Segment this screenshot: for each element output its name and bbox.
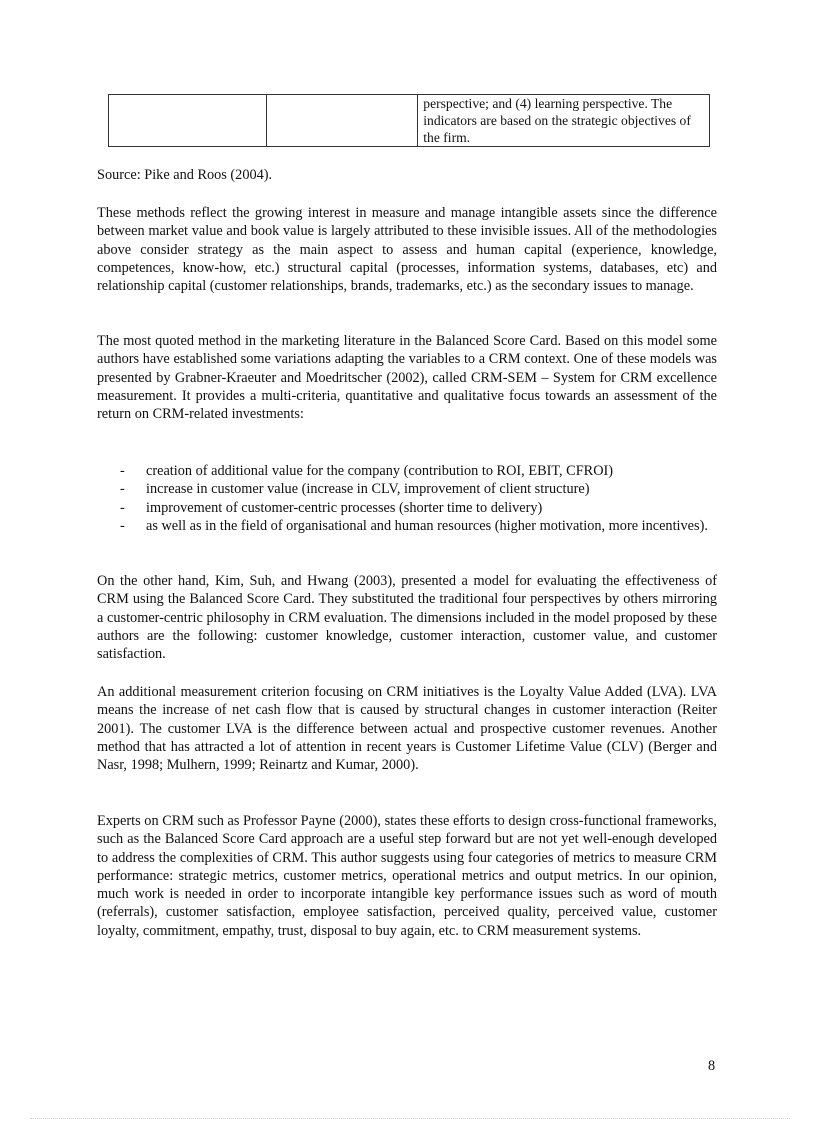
table-row — [109, 95, 710, 147]
list-item — [120, 517, 717, 535]
list-item — [120, 462, 717, 480]
table-cell-text: perspective; and (4) learning perspective. The indicators are based on the strategic objectives of the firm. — [418, 95, 710, 147]
list-item — [120, 480, 717, 498]
bullet-dash: - — [120, 499, 125, 516]
list-item-text: improvement of customer-centric processes (shorter time to delivery) — [146, 499, 543, 516]
paragraph-loyalty-value-added: An additional measurement criterion focusing on CRM initiatives is the Loyalty Value Added (LVA). LVA means the increase of net cash flow that is caused by structural changes in customer interaction (Reiter 2001). The customer LVA is the difference between actual and prospective customer revenues. Another method that has attracted a lot of attention in recent years is Customer Lifetime Value (CLV) (Berger and Nasr, 1998; Mulhern, 1999; Reinartz and Kumar, 2000). — [97, 684, 717, 774]
footer-divider — [30, 1118, 790, 1119]
list-item-text: increase in customer value (increase in CLV, improvement of client structure) — [146, 481, 590, 498]
bullet-list — [120, 462, 717, 535]
paragraph-payne-metrics: Experts on CRM such as Professor Payne (2000), states these efforts to design cross-functional frameworks, such as the Balanced Score Card approach are a useful step forward but are not yet well-enough developed to address the complexities of CRM. This author suggests using four categories of metrics to measure CRM performance: strategic metrics, customer metrics, operational metrics and output metrics. In our opinion, much work is needed in order to incorporate intangible key performance issues such as word of mouth (referrals), customer satisfaction, employee satisfaction, perceived quality, perceived value, customer loyalty, commitment, empathy, trust, disposal to buy again, etc. to CRM measurement systems. — [97, 813, 717, 939]
continued-table — [108, 94, 710, 147]
bullet-dash: - — [120, 463, 125, 479]
bullet-dash: - — [120, 517, 125, 534]
table-source: Source: Pike and Roos (2004). — [97, 167, 273, 183]
page-number: 8 — [708, 1058, 716, 1074]
bullet-dash: - — [120, 481, 125, 498]
table-cell-empty-2 — [267, 95, 418, 147]
table-cell-empty-1 — [109, 95, 267, 147]
list-item — [120, 499, 717, 517]
paragraph-balanced-score-card: The most quoted method in the marketing literature in the Balanced Score Card. Based on this model some authors have established some variations adapting the variables to a CRM context. One of these models was presented by Grabner-Kraeuter and Moedritscher (2002), called CRM-SEM – System for CRM excellence measurement. It provides a multi-criteria, quantitative and qualitative focus towards an assessment of the return on CRM-related investments: — [97, 333, 717, 423]
paragraph-intangible-assets: These methods reflect the growing interest in measure and manage intangible assets since the difference between market value and book value is largely attributed to these invisible issues. All of the methodologies above consider strategy as the main aspect to assess and human capital (experience, knowledge, competences, know-how, etc.) structural capital (processes, information systems, databases, etc) and relationship capital (customer relationships, brands, trademarks, etc.) as the secondary issues to manage. — [97, 205, 717, 295]
paragraph-kim-suh-hwang: On the other hand, Kim, Suh, and Hwang (2003), presented a model for evaluating the effectiveness of CRM using the Balanced Score Card. They substituted the traditional four perspectives by others mirroring a customer-centric philosophy in CRM evaluation. The dimensions included in the model proposed by these authors are the following: customer knowledge, customer interaction, customer value, and customer satisfaction. — [97, 573, 717, 663]
list-item-text: creation of additional value for the company (contribution to ROI, EBIT, CFROI) — [146, 463, 614, 479]
list-item-text: as well as in the field of organisational and human resources (higher motivation, more incentives). — [146, 517, 708, 534]
